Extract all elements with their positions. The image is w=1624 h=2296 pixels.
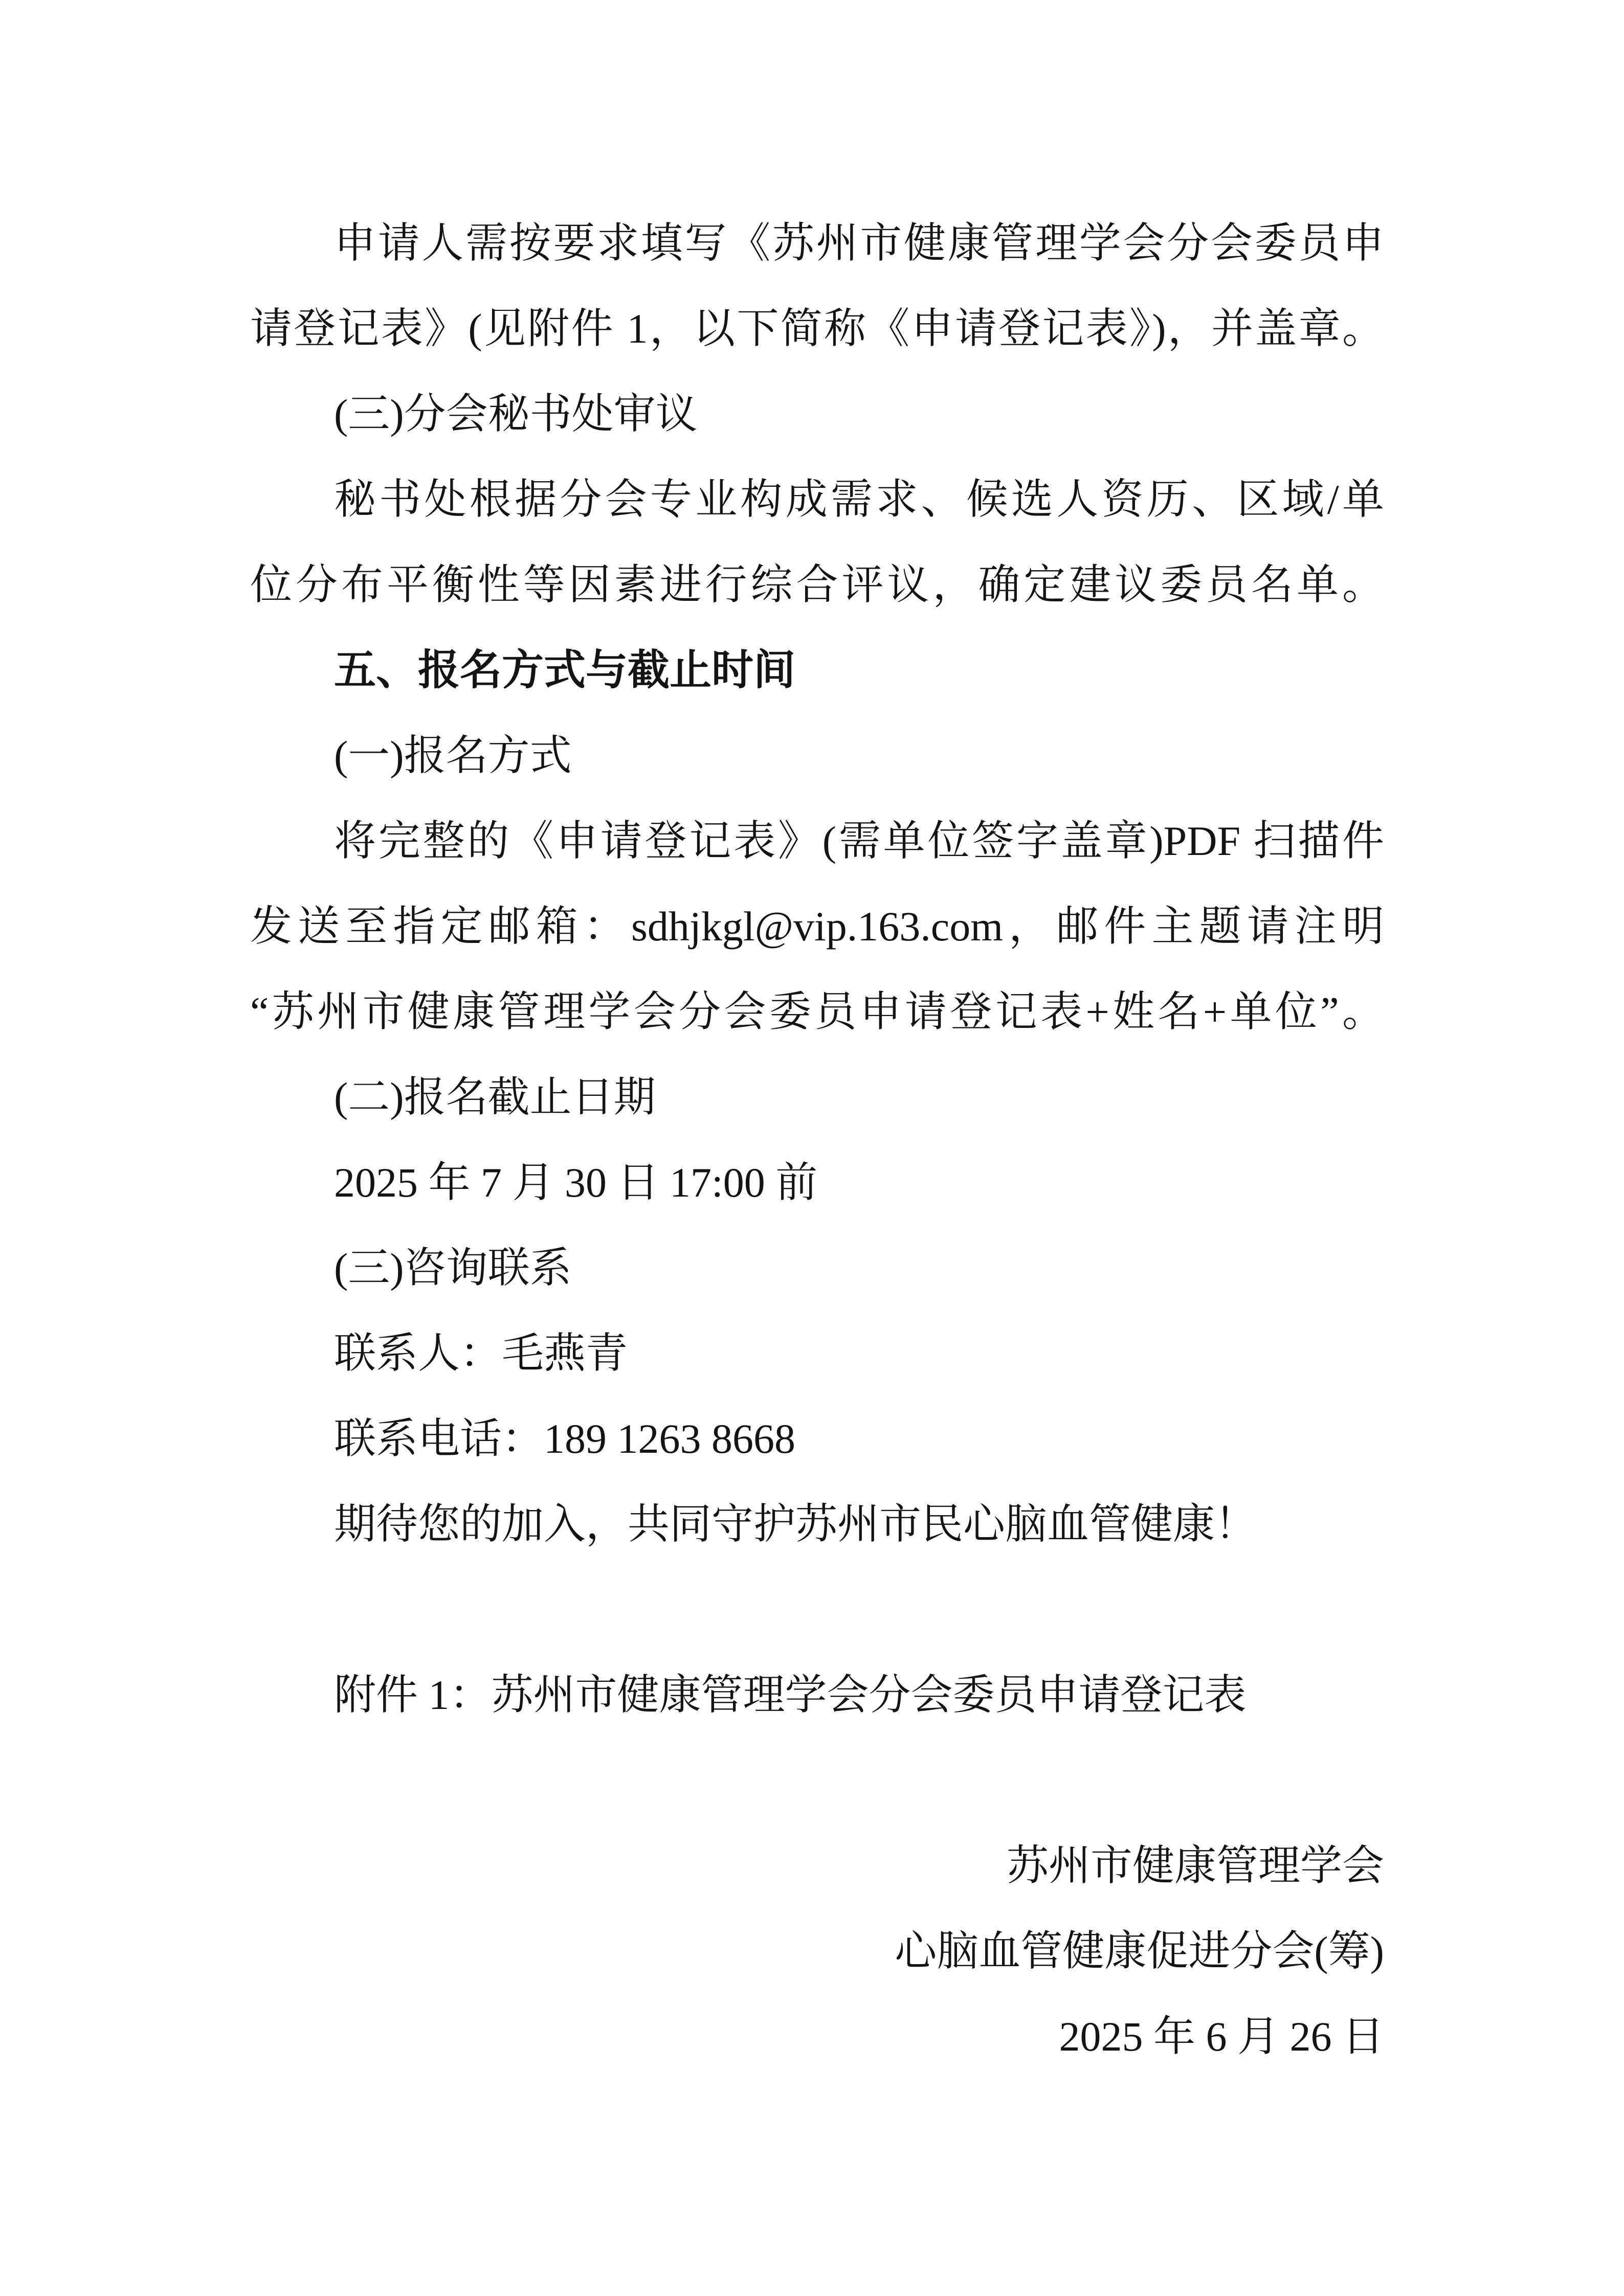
paragraph-line: 位分布平衡性等因素进行综合评议，确定建议委员名单。: [250, 561, 1384, 608]
contact-phone: 联系电话：189 1263 8668: [334, 1415, 796, 1462]
paragraph-line-email: 发送至指定邮箱：sdhjkgl@vip.163.com，邮件主题请注明: [250, 903, 1384, 950]
paragraph-line: “苏州市健康管理学会分会委员申请登记表+姓名+单位”。: [250, 988, 1384, 1035]
subsection-heading: (三)咨询联系: [334, 1245, 572, 1291]
blank-line: [250, 1567, 1384, 1652]
signature-date: 2025 年 6 月 26 日: [1059, 2013, 1384, 2060]
paragraph-line: 秘书处根据分会专业构成需求、候选人资历、区域/单: [334, 476, 1384, 523]
signature-branch: 心脑血管健康促进分会(筹): [895, 1928, 1384, 1974]
paragraph-line: 请登记表》(见附件 1，以下简称《申请登记表》)，并盖章。: [250, 305, 1384, 352]
signature-organization: 苏州市健康管理学会: [1006, 1842, 1384, 1889]
attachment-note: 附件 1：苏州市健康管理学会分会委员申请登记表: [334, 1672, 1247, 1718]
contact-person: 联系人：毛燕青: [334, 1330, 628, 1377]
paragraph-line: 将完整的《申请登记表》(需单位签字盖章)PDF 扫描件: [334, 818, 1384, 864]
deadline-text: 2025 年 7 月 30 日 17:00 前: [334, 1159, 818, 1206]
document-body: [250, 200, 1384, 2079]
subsection-heading: (三)分会秘书处审议: [334, 391, 698, 437]
paragraph-line: 申请人需按要求填写《苏州市健康管理学会分会委员申: [334, 220, 1384, 266]
closing-text: 期待您的加入，共同守护苏州市民心脑血管健康！: [334, 1501, 1257, 1547]
section-heading: 五、报名方式与截止时间: [334, 646, 796, 694]
blank-line: [250, 1738, 1384, 1823]
subsection-heading: (二)报名截止日期: [334, 1074, 656, 1120]
subsection-heading: (一)报名方式: [334, 732, 572, 779]
